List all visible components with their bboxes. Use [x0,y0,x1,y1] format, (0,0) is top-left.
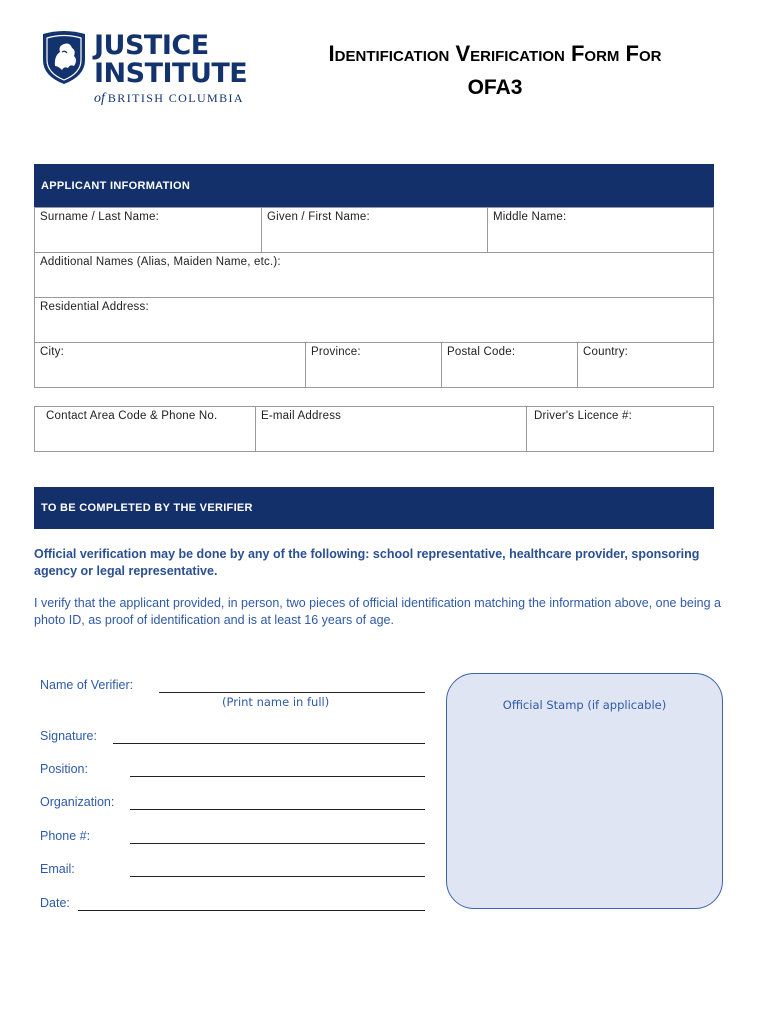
country-field[interactable] [577,342,714,388]
postal-code-field[interactable] [441,342,578,388]
logo-text-justice: JUSTICE [94,30,209,61]
position-label: Position: [40,762,88,776]
given-name-field[interactable] [261,207,488,253]
surname-field[interactable] [34,207,262,253]
organization-logo [38,28,268,108]
drivers-licence-label: Driver's Licence #: [534,410,633,422]
postal-code-label: Postal Code: [447,346,516,358]
date-label: Date: [40,896,70,910]
logo-text-bc [94,91,244,107]
organization-input[interactable] [130,809,425,810]
email-input[interactable] [130,876,425,877]
phone-field[interactable] [34,406,256,452]
applicant-info-header: APPLICANT INFORMATION [34,164,714,207]
verifier-header: TO BE COMPLETED BY THE VERIFIER [34,487,714,529]
print-name-hint: (Print name in full) [222,695,330,709]
logo-text-institute: INSTITUTE [94,58,248,89]
additional-names-field[interactable] [34,252,714,298]
logo-text-of: of [94,91,105,106]
official-stamp-label: Official Stamp (if applicable) [502,698,667,712]
middle-name-field[interactable] [487,207,714,253]
official-stamp-box[interactable] [446,673,723,909]
phone-label: Contact Area Code & Phone No. [46,410,218,422]
date-input[interactable] [78,910,425,911]
surname-label: Surname / Last Name: [40,211,160,223]
verification-statement: I verify that the applicant provided, in person, two pieces of official identification matching the information above, one being a photo ID, as proof of identification and is at least 16 years of age. [34,596,721,627]
province-label: Province: [311,346,361,358]
signature-input[interactable] [113,743,425,744]
phone-number-input[interactable] [130,843,425,844]
country-label: Country: [583,346,629,358]
document-subtitle: OFA3 [467,76,523,99]
position-input[interactable] [130,776,425,777]
residential-address-label: Residential Address: [40,301,149,313]
verifier-name-label: Name of Verifier: [40,678,134,692]
verifier-name-input[interactable] [159,692,425,693]
province-field[interactable] [305,342,442,388]
email-address-field[interactable] [255,406,527,452]
verification-note: Official verification may be done by any of the following: school representative, healthcare provider, sponsoring agency or legal representative. [34,547,700,578]
middle-name-label: Middle Name: [493,211,567,223]
drivers-licence-field[interactable] [526,406,714,452]
logo-text-province: BRITISH COLUMBIA [107,91,244,105]
email-label: Email: [40,862,75,876]
residential-address-field[interactable] [34,297,714,343]
given-name-label: Given / First Name: [267,211,370,223]
phone-number-label: Phone #: [40,829,91,843]
email-address-label: E-mail Address [261,410,342,422]
city-label: City: [40,346,64,358]
additional-names-label: Additional Names (Alias, Maiden Name, etc.): [40,256,281,268]
organization-label: Organization: [40,795,115,809]
city-field[interactable] [34,342,306,388]
signature-label: Signature: [40,729,97,743]
lion-shield-icon [40,30,88,86]
document-title: Identification Verification Form For [328,41,662,66]
